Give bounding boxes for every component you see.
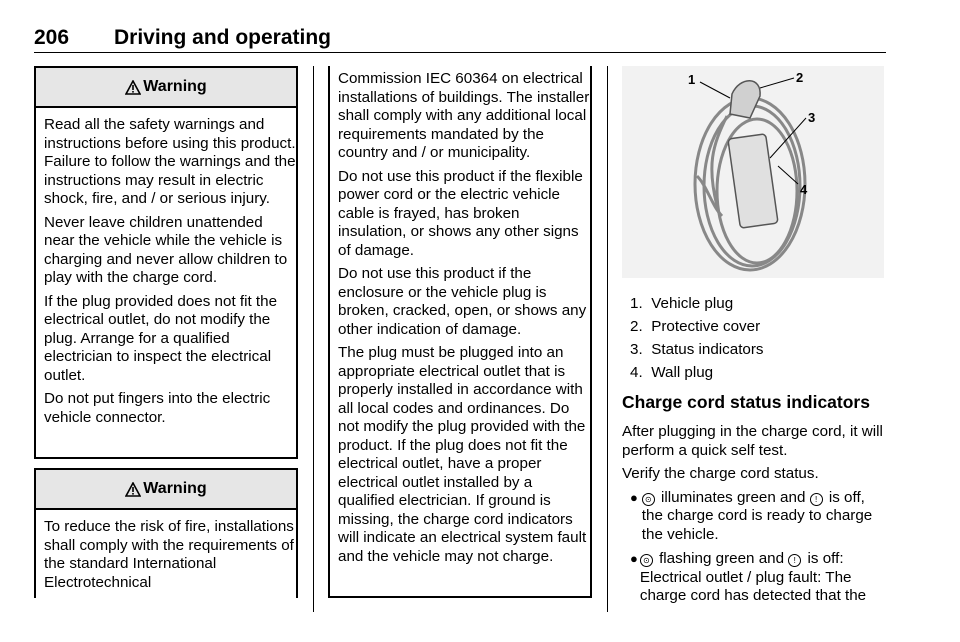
paragraph: Verify the charge cord status. (622, 465, 819, 482)
status-section-body (622, 423, 886, 612)
warning-header (36, 68, 296, 108)
warning-box (34, 468, 298, 598)
ready-indicator-icon: ⊙ (642, 493, 655, 506)
paragraph: Do not use this product if the enclosure or the vehicle plug is broken, cracked, open, or shows any other indication of damage. (338, 265, 587, 338)
bullet-item: ● ⊙ illuminates green and ! is off, the charge cord is ready to charge the vehicle. (622, 489, 886, 545)
paragraph: Read all the safety warnings and instructions before using this product. Failure to follow the warnings and the instructions may result in electric shock, fire, and / or serious injury. (44, 116, 296, 207)
callout-4: 4 (800, 182, 808, 197)
warning-box-continued (328, 66, 592, 598)
column-divider (313, 66, 314, 612)
section-heading: Charge cord status indicators (622, 392, 870, 412)
warning-triangle-icon (125, 80, 141, 95)
figure-legend (630, 292, 764, 384)
page-header (34, 26, 886, 53)
charge-cord-illustration (622, 66, 884, 278)
paragraph: Do not use this product if the flexible power cord or the electric vehicle cable is frayed, has broken insulation, or shows any other signs of damage. (338, 167, 583, 259)
paragraph: After plugging in the charge cord, it will perform a quick self test. (622, 423, 883, 459)
ready-indicator-icon: ⊙ (640, 554, 653, 567)
charge-cord-drawing (622, 66, 884, 278)
warning-label: Warning (143, 78, 207, 95)
warning-label: Warning (143, 480, 207, 497)
warning-header (36, 470, 296, 510)
bullet-item: ● ⊙ flashing green and ! is off: Electrical outlet / plug fault: The charge cord has detected that the (622, 550, 886, 606)
paragraph: Do not put fingers into the electric vehicle connector. (44, 390, 271, 426)
callout-2: 2 (796, 70, 804, 85)
paragraph: To reduce the risk of fire, installations shall comply with the requirements of the standard International Electrotechnical (44, 518, 294, 591)
warning-body (330, 66, 590, 566)
paragraph: The plug must be plugged into an appropriate electrical outlet that is properly installed in accordance with all local codes and ordinances. Do not modify the plug provided with the product. If the plug does not fit the electrical outlet, have a proper electrical outlet installed by a qualified electrician. If ground is missing, the charge cord indicators will indicate an electrical system fault and the vehicle may not charge. (338, 344, 587, 565)
warning-body (36, 510, 296, 592)
callout-1: 1 (688, 72, 696, 87)
paragraph: If the plug provided does not fit the electrical outlet, do not modify the plug. Arrange for a qualified electrician to inspect the electrical outlet. (44, 292, 278, 384)
bullet-dot-icon: ● (630, 551, 638, 566)
callout-3: 3 (808, 110, 816, 125)
fault-indicator-icon: ! (788, 554, 801, 567)
warning-body (36, 108, 296, 427)
warning-triangle-icon (125, 482, 141, 497)
legend-item: 1. Vehicle plug (630, 295, 734, 312)
bullet-dot-icon: ● (630, 489, 638, 505)
legend-item: 3. Status indicators (630, 341, 764, 358)
page-number: 206 (34, 26, 70, 49)
column-divider (607, 66, 608, 612)
fault-indicator-icon: ! (810, 493, 823, 506)
warning-box (34, 66, 298, 459)
legend-item: 4. Wall plug (630, 364, 714, 381)
paragraph: Never leave children unattended near the vehicle while the vehicle is charging and never allow children to play with the charge cord. (44, 213, 288, 286)
legend-item: 2. Protective cover (630, 318, 761, 335)
paragraph: Commission IEC 60364 on electrical installations of buildings. The installer shall comply with any additional local requirements mandated by the country and / or municipality. (338, 70, 590, 161)
section-title: Driving and operating (114, 26, 332, 49)
